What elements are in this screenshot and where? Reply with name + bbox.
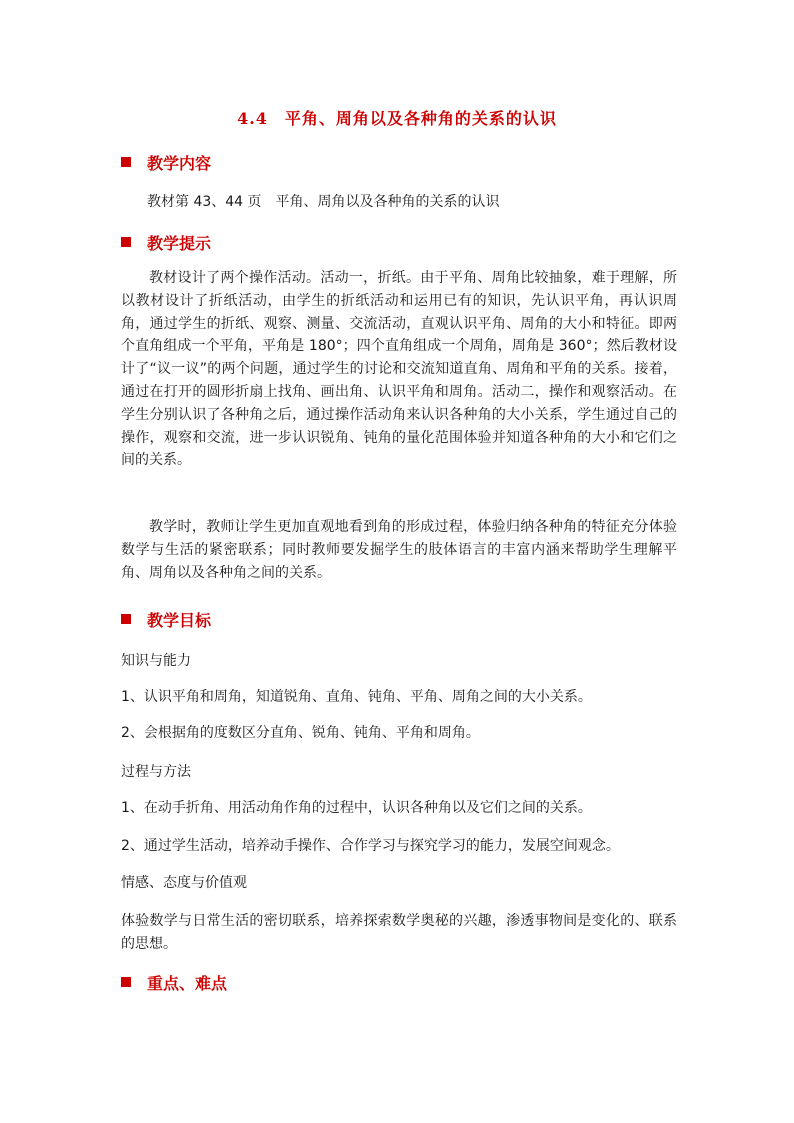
section-heading-label: 教学目标 [147, 610, 212, 630]
goals-item-1: 1、认识平角和周角，知道锐角、直角、钝角、平角、周角之间的大小关系。 [121, 689, 592, 705]
square-bullet-icon [121, 157, 131, 167]
goals-item-3: 1、在动手折角、用活动角作角的过程中，认识各种角以及它们之间的关系。 [121, 800, 592, 816]
goals-item-5: 体验数学与日常生活的密切联系，培养探索数学奥秘的兴趣，渗透事物间是变化的、联系的思想。 [121, 913, 677, 952]
square-bullet-icon [121, 977, 131, 987]
hints-paragraph-2: 教学时，教师让学生更加直观地看到角的形成过程，体验归纳各种角的特征充分体验数学与生活的紧密联系；同时教师要发掘学生的肢体语言的丰富内涵来帮助学生理解平角、周角以及各种角之间的关系。 [121, 519, 677, 581]
goals-subheading-knowledge: 知识与能力 [121, 653, 191, 669]
square-bullet-icon [121, 614, 131, 624]
goals-item-2: 2、会根据角的度数区分直角、锐角、钝角、平角和周角。 [121, 725, 480, 741]
hints-paragraph-1: 教材设计了两个操作活动。活动一，折纸。由于平角、周角比较抽象，难于理解，所以教材设计了折纸活动，由学生的折纸活动和运用已有的知识，先认识平角，再认识周角，通过学生的折纸、观察、测量、交流活动，直观认识平角、周角的大小和特征。即两个直角组成一个平角，平角是 180°；四个直角组成一个周角，周角是 360°；然后教材设计了“议一议”的两个问题，通过学生的讨论和交流知道直角、周角和平角的关系。接着，通过在打开的圆形折扇上找角、画出角、认识平角和周角。活动二，操作和观察活动。在学生分别认识了各种角之后，通过操作活动角来认识各种角的大小关系，学生通过自己的操作，观察和交流，进一步认识锐角、钝角的量化范围体验并知道各种角的大小和它们之间的关系。 [121, 270, 677, 469]
page-title: 4.4 平角、周角以及各种角的关系的认识 [237, 109, 557, 128]
section-heading-key [121, 971, 227, 993]
section-heading-label: 教学内容 [147, 153, 212, 173]
goals-subheading-process: 过程与方法 [121, 764, 191, 780]
square-bullet-icon [121, 237, 131, 247]
section-heading-goals [121, 608, 211, 630]
section-heading-content [121, 151, 211, 173]
section-heading-label: 教学提示 [147, 233, 212, 253]
content-text: 教材第 43、44 页 平角、周角以及各种角的关系的认识 [147, 194, 500, 210]
goals-item-4: 2、通过学生活动，培养动手操作、合作学习与探究学习的能力，发展空间观念。 [121, 838, 620, 854]
goals-subheading-attitude: 情感、态度与价值观 [121, 875, 247, 891]
section-heading-label: 重点、难点 [147, 973, 228, 993]
section-heading-hints [121, 231, 211, 253]
